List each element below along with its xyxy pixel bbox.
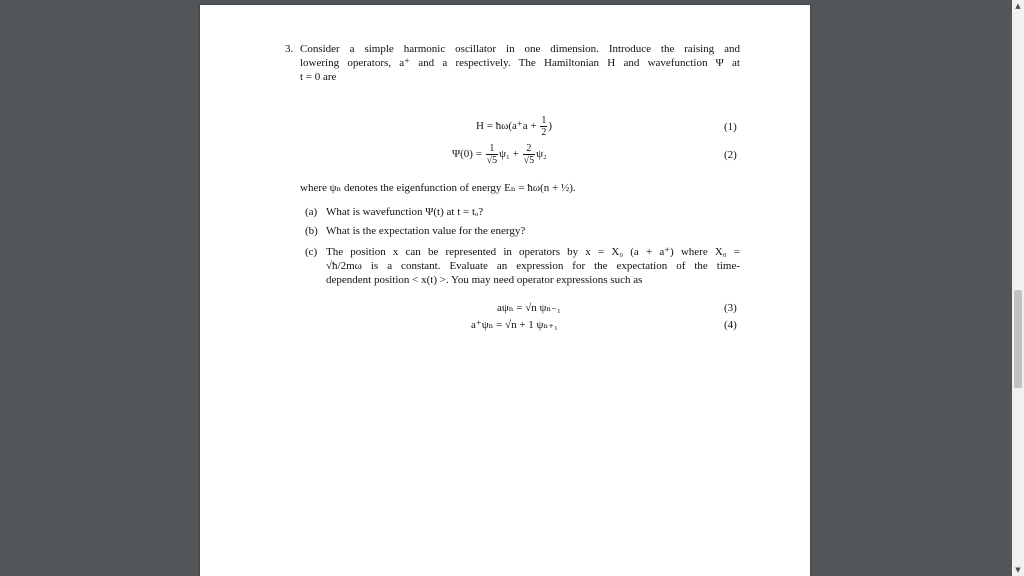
scroll-up-arrow-icon[interactable]: ▲ (1015, 2, 1021, 10)
eq4-number: (4) (724, 319, 737, 331)
problem-intro (300, 42, 740, 84)
eq2-fraction-1 (486, 143, 499, 166)
part-c-line-1: The position x can be represented in operators by x = X₀ (a + a⁺) where X₀ = (326, 246, 740, 258)
equation-2 (452, 143, 547, 166)
part-b-label: (b) (305, 225, 318, 237)
part-c-line-2: √ħ/2mω is a constant. Evaluate an expression for the expectation of the time- (326, 260, 740, 272)
eq1-lhs: H = ħω(a⁺a + (476, 120, 537, 133)
eq1-fraction (540, 115, 547, 138)
eq2-lhs: Ψ(0) = (452, 148, 482, 161)
intro-line-3: t = 0 are (300, 71, 337, 83)
eq1-rhs: ) (548, 120, 552, 133)
part-b-text: What is the expectation value for the energy? (326, 225, 526, 237)
eq2-mid: ψ₁ + (499, 148, 519, 161)
eq1-number: (1) (724, 121, 737, 133)
eq3-number: (3) (724, 302, 737, 314)
eq2-rhs: ψ₂ (536, 148, 547, 161)
eq1-frac-den: 2 (541, 127, 547, 138)
eq2-frac1-den: √5 (486, 155, 498, 166)
eq2-number: (2) (724, 149, 737, 161)
intro-line-1: Consider a simple harmonic oscillator in one dimension. Introduce the raising and (300, 43, 740, 55)
equation-1 (476, 115, 552, 138)
part-c-line-3: dependent position < x(t) >. You may need operator expressions such as (326, 274, 643, 286)
equation-3: aψₙ = √n ψₙ₋₁ (497, 302, 561, 314)
part-a-text: What is wavefunction Ψ(t) at t = tₒ? (326, 206, 484, 218)
vertical-scrollbar[interactable] (1012, 0, 1024, 576)
where-line: where ψₙ denotes the eigenfunction of energy Eₙ = ħω(n + ½). (300, 182, 576, 194)
eq2-frac2-den: √5 (523, 155, 535, 166)
part-a-label: (a) (305, 206, 318, 218)
document-page (200, 5, 810, 576)
eq2-fraction-2 (523, 143, 536, 166)
problem-number: 3. (285, 43, 294, 55)
scroll-down-arrow-icon[interactable]: ▼ (1015, 566, 1021, 574)
eq2-frac2-num: 2 (523, 143, 536, 155)
scrollbar-thumb[interactable] (1014, 290, 1022, 388)
eq1-frac-num: 1 (541, 115, 547, 126)
intro-line-2: lowering operators, a⁺ and a respectively. The Hamiltonian H and wavefunction Ψ at (300, 57, 740, 69)
part-c-text (326, 245, 740, 287)
part-c-label: (c) (305, 246, 318, 258)
eq2-frac1-num: 1 (486, 143, 499, 155)
equation-4: a⁺ψₙ = √n + 1 ψₙ₊₁ (471, 319, 558, 331)
